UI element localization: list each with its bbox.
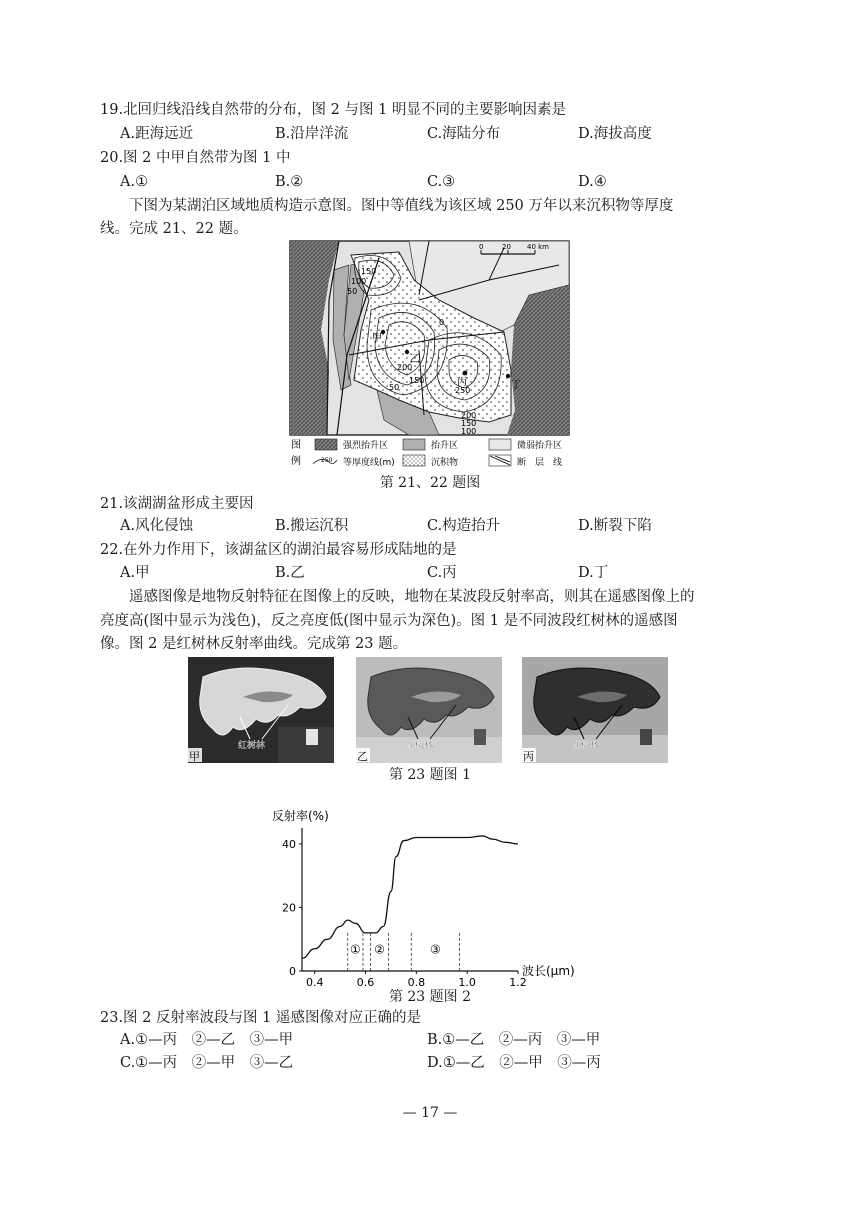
q21-option-a: A.风化侵蚀	[120, 518, 194, 534]
geomap-caption: 第 21、22 题图	[379, 475, 481, 491]
y-tick-label: 40	[282, 837, 296, 851]
contour-label-50a: 50	[347, 287, 358, 296]
reflectance-chart	[260, 800, 590, 990]
point-bing-marker	[463, 371, 468, 376]
contour-label-0: 0	[439, 318, 445, 327]
legend-contour-label: 等厚度线(m)	[343, 458, 395, 468]
contour-label-200b: 200	[461, 411, 477, 420]
legend-uplift-swatch	[403, 439, 425, 450]
q19-option-b: B.沿岸洋流	[275, 126, 349, 142]
photo-yi-corner: 乙	[357, 750, 368, 763]
legend-contour-sample: 250	[321, 457, 333, 464]
point-ding-label: 丁	[511, 380, 521, 391]
q20-stem: 20.图 2 中甲自然带为图 1 中	[100, 150, 291, 166]
legend-weak-swatch	[489, 439, 511, 450]
photo-bing	[522, 657, 668, 763]
point-ding-marker	[506, 374, 510, 378]
x-tick-label: 1.2	[509, 976, 527, 989]
legend-strong-label: 强烈抬升区	[343, 441, 389, 451]
q22-option-d: D.丁	[578, 565, 609, 581]
intro23-line3: 像。图 2 是红树林反射率曲线。完成第 23 题。	[100, 636, 408, 652]
q22-option-a: A.甲	[120, 565, 150, 581]
intro23-line2: 亮度高(图中显示为浅色)，反之亮度低(图中显示为深色)。图 1 是不同波段红树林的遥感图	[100, 613, 678, 629]
q19-option-c: C.海陆分布	[427, 126, 501, 142]
band-label: ①	[349, 942, 361, 957]
x-tick-label: 0.6	[356, 976, 375, 989]
map-legend	[291, 439, 562, 468]
chart-caption: 第 23 题图 2	[388, 989, 472, 1005]
q20-option-c: C.③	[427, 174, 456, 190]
x-tick-label: 0.8	[407, 976, 426, 989]
page-number: — 17 —	[402, 1105, 458, 1121]
q21-option-c: C.构造抬升	[427, 518, 501, 534]
photo-bing-label: 红树林	[572, 741, 600, 751]
chart-ylabel: 反射率(%)	[272, 809, 329, 823]
scale-0: 0	[479, 243, 484, 251]
photo-jia-label: 红树林	[238, 741, 266, 751]
point-yi-marker	[405, 350, 409, 354]
reflectance-curve	[302, 836, 518, 958]
photo-bing-corner: 丙	[523, 750, 534, 763]
photo-jia	[188, 657, 334, 763]
point-yi-label: 乙	[410, 354, 420, 365]
chart-xlabel: 波长(μm)	[522, 964, 575, 978]
point-jia-label: 甲	[372, 333, 382, 344]
q19-stem: 19.北回归线沿线自然带的分布，图 2 与图 1 明显不同的主要影响因素是	[100, 102, 566, 118]
intro21-line2: 线。完成 21、22 题。	[100, 221, 248, 237]
q20-option-a: A.①	[120, 174, 149, 190]
legend-weak-label: 微弱抬升区	[517, 441, 563, 451]
q23-option-c: C.①—丙 ②—甲 ③—乙	[120, 1055, 294, 1071]
legend-uplift-label: 抬升区	[431, 441, 459, 451]
legend-sediment-label: 沉积物	[431, 458, 459, 468]
legend-strong-swatch	[315, 439, 337, 450]
contour-label-50b: 50	[389, 383, 400, 392]
contour-label-200a: 200	[397, 363, 413, 372]
x-tick-label: 1.0	[458, 976, 476, 989]
legend-sediment-swatch	[403, 455, 425, 466]
point-bing-label: 丙	[457, 377, 467, 388]
q23-stem: 23.图 2 反射率波段与图 1 遥感图像对应正确的是	[100, 1010, 421, 1026]
q21-stem: 21.该湖湖盆形成主要因	[100, 496, 254, 512]
q21-option-d: D.断裂下陷	[578, 518, 652, 534]
photo-yi	[356, 657, 502, 763]
q20-option-d: D.④	[578, 174, 607, 190]
q19-option-a: A.距海远近	[120, 126, 194, 142]
q23-option-d: D.①—乙 ②—甲 ③—丙	[427, 1055, 601, 1071]
q23-option-b: B.①—乙 ②—丙 ③—甲	[427, 1032, 601, 1048]
legend-li: 例	[291, 456, 301, 467]
photo-yi-label: 红树林	[406, 741, 434, 751]
y-tick-label: 20	[282, 901, 296, 915]
q23-option-a: A.①—丙 ②—乙 ③—甲	[120, 1032, 294, 1048]
band-label: ③	[430, 942, 441, 957]
contour-label-150b: 150	[409, 376, 425, 385]
scale-40: 40 km	[527, 243, 550, 251]
legend-tu: 图	[291, 440, 301, 451]
intro21-line1: 下图为某湖泊区域地质构造示意图。图中等值线为该区域 250 万年以来沉积物等厚度	[129, 198, 674, 214]
geology-map	[289, 240, 571, 472]
contour-label-100b: 100	[461, 427, 477, 436]
contour-label-150c: 150	[461, 419, 477, 428]
contour-label-250: 250	[455, 386, 471, 395]
band-label: ②	[374, 942, 385, 957]
contour-label-100a: 100	[351, 277, 367, 286]
contour-label-150a: 150	[361, 267, 377, 276]
q21-option-b: B.搬运沉积	[275, 518, 349, 534]
intro23-line1: 遥感图像是地物反射特征在图像上的反映，地物在某波段反射率高，则其在遥感图像上的	[129, 589, 695, 605]
photo-jia-corner: 甲	[189, 750, 200, 763]
q22-option-c: C.丙	[427, 565, 457, 581]
y-tick-label: 0	[289, 965, 296, 978]
q22-stem: 22.在外力作用下，该湖盆区的湖泊最容易形成陆地的是	[100, 542, 457, 558]
legend-fault-label: 断 层 线	[517, 458, 563, 468]
photos-caption: 第 23 题图 1	[388, 767, 472, 783]
q20-option-b: B.②	[275, 174, 304, 190]
q22-option-b: B.乙	[275, 565, 305, 581]
x-tick-label: 0.4	[305, 976, 324, 989]
scale-20: 20	[502, 243, 511, 251]
q19-option-d: D.海拔高度	[578, 126, 652, 142]
